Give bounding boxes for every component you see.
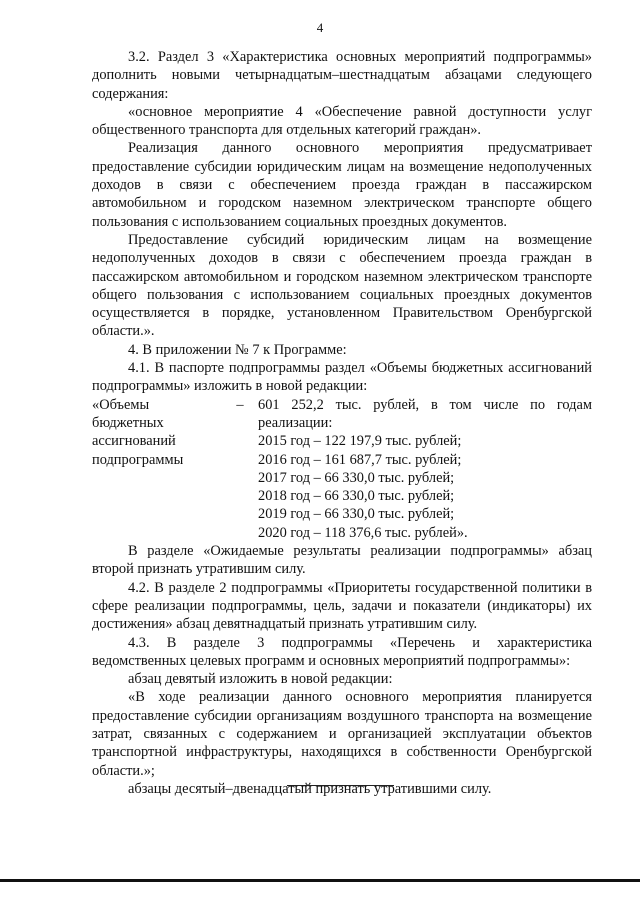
paragraph-ninth: абзац девятый изложить в новой редакции: [128,671,393,688]
budget-volume-dash: – [236,396,244,413]
paragraph-4-2: 4.2. В разделе 2 подпрограммы «Приоритеты государственной политики в сфере реализации подпрограммы, цель, задачи и показатели (индикаторы) их достижения» абзац девятнадцатый признать утратившим силу. [92,579,592,633]
paragraph-provision: Предоставление субсидий юридическим лицам на возмещение недополученных доходов в связи с обеспечением проезда граждан в пассажирском автомобильном и городском наземном электрическом транспорте общего пользования с использованием социальных проездных документов осуществляется в порядке, установленном Правительством Оренбургской области.». [92,231,592,340]
budget-year-2015: 2015 год – 122 197,9 тыс. рублей; [258,433,462,450]
paragraph-air-transport: «В ходе реализации данного основного мероприятия планируется предоставление субсидии организациям воздушного транспорта на возмещение затрат, связанных с содержанием и организацией эксплуатации объектов транспортной инфраструктуры, находящихся в собственности Оренбургской области.»; [92,689,592,779]
label-line: бюджетных [92,414,164,431]
budget-volume-values [258,396,592,542]
budget-year-2018: 2018 год – 66 330,0 тыс. рублей; [258,488,455,505]
paragraph-3-2: 3.2. Раздел 3 «Характеристика основных мероприятий подпрограммы» дополнить новыми четырнадцатым–шестнадцатым абзацами следующего содержания: [92,49,592,102]
budget-year-2020: 2020 год – 118 376,6 тыс. рублей». [258,524,468,541]
separator-line [287,785,394,786]
paragraph-4-3: 4.3. В разделе 3 подпрограммы «Перечень и характеристика ведомственных целевых программ и основных мероприятий подпрограммы»: [92,634,592,669]
paragraph-4-1: 4.1. В паспорте подпрограммы раздел «Объемы бюджетных ассигнований подпрограммы» изложить в новой редакции: [92,360,592,395]
budget-total: 601 252,2 тыс. рублей, в том числе по годам реализации: [258,396,592,431]
budget-year-2019: 2019 год – 66 330,0 тыс. рублей; [258,506,455,523]
label-line: ассигнований [92,433,176,450]
paragraph-expected-results: В разделе «Ожидаемые результаты реализации подпрограммы» абзац второй признать утратившим силу. [92,543,592,578]
paragraph-4: 4. В приложении № 7 к Программе: [128,341,347,358]
label-line: «Объемы [92,396,150,413]
budget-year-2016: 2016 год – 161 687,7 тыс. рублей; [258,451,462,468]
budget-volume-block [92,396,592,542]
paragraph-tenth-twelfth: абзацы десятый–двенадцатый признать утратившими силу. [128,780,492,797]
budget-volume-label [92,396,222,542]
label-line: подпрограммы [92,451,184,468]
budget-year-2017: 2017 год – 66 330,0 тыс. рублей; [258,469,455,486]
bottom-border [0,879,640,882]
page-number: 4 [316,20,324,35]
document-body [92,48,592,798]
paragraph-event-4: «основное мероприятие 4 «Обеспечение равной доступности услуг общественного транспорта для отдельных категорий граждан». [92,103,592,139]
paragraph-implementation: Реализация данного основного мероприятия предусматривает предоставление субсидии юридическим лицам на возмещение недополученных доходов в связи с обеспечением проезда граждан в пассажирском автомобильном и городском наземном электрическом транспорте общего пользования с использованием социальных проездных документов. [92,140,592,230]
